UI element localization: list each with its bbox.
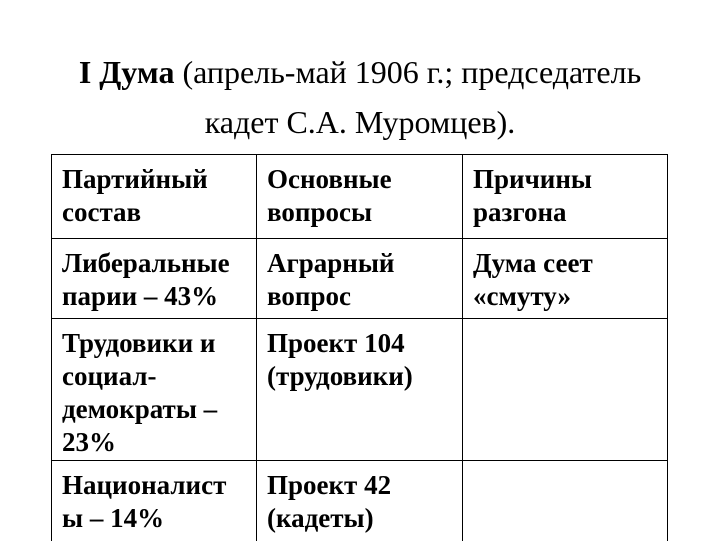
table-cell: Националист ы – 14%: [52, 461, 257, 541]
table-header-row: [52, 155, 668, 239]
table-cell: Дума сеет «смуту»: [463, 239, 668, 319]
slide-title: [0, 52, 720, 92]
table-cell: [463, 461, 668, 541]
table-cell: [463, 319, 668, 461]
table-row: [52, 239, 668, 319]
table-row: [52, 461, 668, 541]
slide-subtitle: кадет С.А. Муромцев).: [204, 104, 516, 140]
table-cell: Либеральные парии – 43%: [52, 239, 257, 319]
table-cell: Проект 104 (трудовики): [257, 319, 463, 461]
table-cell: Трудовики и социал- демократы – 23%: [52, 319, 257, 461]
header-main-issues: Основные вопросы: [257, 155, 463, 239]
title-roman: I: [78, 54, 92, 90]
header-party-composition: Партийный состав: [52, 155, 257, 239]
header-dissolution-reasons: Причины разгона: [463, 155, 668, 239]
title-name: Дума: [99, 54, 175, 90]
table-row: [52, 319, 668, 461]
table-cell: Проект 42 (кадеты): [257, 461, 463, 541]
duma-table: [51, 154, 668, 541]
title-dates: (апрель-май 1906 г.; председатель: [182, 54, 642, 90]
table-cell: Аграрный вопрос: [257, 239, 463, 319]
